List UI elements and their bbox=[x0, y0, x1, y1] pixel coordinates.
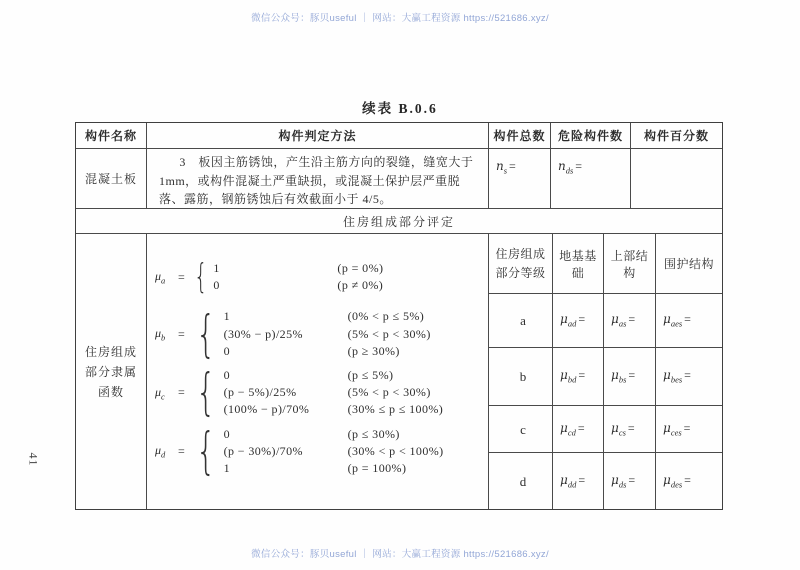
grade-label: d bbox=[489, 453, 553, 509]
section-title: 住房组成部分评定 bbox=[342, 214, 455, 229]
formula-line: 1 (0% < p ≤ 5%) bbox=[223, 309, 425, 324]
watermark-bottom: 微信公众号：豚贝useful ｜ 网站：大赢工程资源 https://521686.xyz/ bbox=[251, 549, 549, 560]
assessment-row-c bbox=[489, 406, 722, 453]
grade-label: c bbox=[489, 406, 553, 452]
assessment-subtable bbox=[489, 234, 722, 509]
mu-a-symbol: $\mu_a$ bbox=[155, 268, 166, 286]
membership-label-cell bbox=[76, 234, 147, 509]
mu-value: $\mu_{cd}$ = bbox=[553, 406, 604, 452]
membership-formula-b: $\mu_b$ = { 1 (0% < p ≤ 5%) (30% − p)/25% (5% < p < 30%) 0 (p ≥ 30%) bbox=[155, 304, 431, 363]
left-brace: { bbox=[195, 363, 216, 422]
mu-value: $\mu_{ds}$ = bbox=[604, 453, 656, 509]
formula-line: 0 (p ≤ 5%) bbox=[223, 368, 394, 383]
mu-d-symbol: $\mu_d$ bbox=[155, 443, 166, 460]
assessment-row-b bbox=[489, 348, 722, 406]
col-header-dangerous-count: 危险构件数 bbox=[551, 123, 631, 148]
page-number: 41 bbox=[26, 452, 41, 467]
membership-formula-c: $\mu_c$ = { 0 (p ≤ 5%) (p − 5%)/25% (5% < p < 30%) (100% − p)/70% (30% ≤ p ≤ 100%) bbox=[155, 363, 444, 422]
membership-section-row bbox=[76, 234, 722, 509]
section-title-row bbox=[76, 209, 722, 234]
percentage-cell bbox=[631, 149, 722, 208]
formula-line: 0 (p ≠ 0%) bbox=[213, 278, 384, 293]
dangerous-count-cell bbox=[551, 149, 631, 208]
membership-formulas-cell bbox=[147, 234, 489, 509]
judgment-method-text: 3 板因主筋锈蚀，产生沿主筋方向的裂缝，缝宽大于 1mm，或构件混凝土严重缺损，或混凝土保护层严重脱落、露筋，钢筋锈蚀后有效截面小于 4/5。 bbox=[159, 155, 474, 206]
assessment-header-row bbox=[489, 234, 722, 294]
table-title: 续表 B.0.6 bbox=[362, 101, 438, 116]
formula-line: (100% − p)/70% (30% ≤ p ≤ 100%) bbox=[223, 402, 444, 417]
membership-label: 住房组成部分隶属函数 bbox=[84, 344, 137, 399]
assessment-row-d bbox=[489, 453, 722, 509]
assessment-col-superstructure: 上部结构 bbox=[604, 234, 656, 293]
col-header-component-name: 构件名称 bbox=[76, 123, 147, 148]
mu-value: $\mu_{bs}$ = bbox=[604, 348, 656, 405]
mu-value: $\mu_{cs}$ = bbox=[604, 406, 656, 452]
grade-label: a bbox=[489, 294, 553, 347]
formula-line: (30% − p)/25% (5% < p < 30%) bbox=[223, 326, 431, 341]
table-b-0-6 bbox=[75, 122, 723, 510]
assessment-row-a bbox=[489, 294, 722, 348]
assessment-col-foundation: 地基基础 bbox=[553, 234, 604, 293]
grade-label: b bbox=[489, 348, 553, 405]
mu-b-symbol: $\mu_b$ bbox=[155, 325, 166, 343]
dangerous-count-symbol: $n_{ds}$ = bbox=[558, 159, 583, 176]
mu-value: $\mu_{ces}$ = bbox=[663, 420, 691, 438]
component-name-cell: 混凝土板 bbox=[76, 149, 147, 208]
total-count-symbol: $n_s$ = bbox=[496, 159, 516, 176]
table-header-row bbox=[76, 123, 722, 149]
mu-value: $\mu_{as}$ = bbox=[604, 294, 656, 347]
left-brace: { bbox=[195, 421, 216, 480]
judgment-method-cell bbox=[147, 149, 489, 208]
watermark-top: 微信公众号：豚贝useful ｜ 网站：大赢工程资源 https://521686.xyz/ bbox=[251, 13, 549, 24]
mu-value: $\mu_{des}$ = bbox=[663, 472, 691, 490]
mu-value: $\mu_{bd}$ = bbox=[553, 348, 604, 405]
assessment-col-grade: 住房组成部分等级 bbox=[489, 234, 553, 293]
assessment-col-enclosure: 围护结构 bbox=[663, 257, 714, 271]
total-count-cell bbox=[489, 149, 551, 208]
formula-line: (p − 5%)/25% (5% < p < 30%) bbox=[223, 385, 431, 400]
mu-c-symbol: $\mu_c$ bbox=[155, 384, 165, 401]
formula-line: 0 (p ≥ 30%) bbox=[223, 343, 400, 358]
col-header-judgment-method: 构件判定方法 bbox=[147, 123, 489, 148]
formula-line: 1 (p = 0%) bbox=[213, 261, 384, 276]
mu-value: $\mu_{aes}$ = bbox=[663, 312, 691, 329]
mu-value: $\mu_{dd}$ = bbox=[553, 453, 604, 509]
left-brace: { bbox=[195, 304, 216, 363]
formula-line: 0 (p ≤ 30%) bbox=[223, 426, 400, 441]
left-brace: { bbox=[193, 256, 208, 297]
membership-formula-d: $\mu_d$ = { 0 (p ≤ 30%) (p − 30%)/70% (30% < p < 100%) 1 (p = 100%) bbox=[155, 421, 444, 480]
membership-formula-a: $\mu_a$ = { 1 (p = 0%) 0 (p ≠ 0%) bbox=[155, 256, 384, 297]
table-row-concrete-slab bbox=[76, 149, 722, 209]
formula-line: 1 (p = 100%) bbox=[223, 460, 407, 475]
formula-line: (p − 30%)/70% (30% < p < 100%) bbox=[223, 443, 444, 458]
mu-value: $\mu_{ad}$ = bbox=[553, 294, 604, 347]
mu-value: $\mu_{bes}$ = bbox=[663, 368, 691, 385]
col-header-percentage: 构件百分数 bbox=[643, 129, 709, 143]
col-header-total-count: 构件总数 bbox=[489, 123, 551, 148]
